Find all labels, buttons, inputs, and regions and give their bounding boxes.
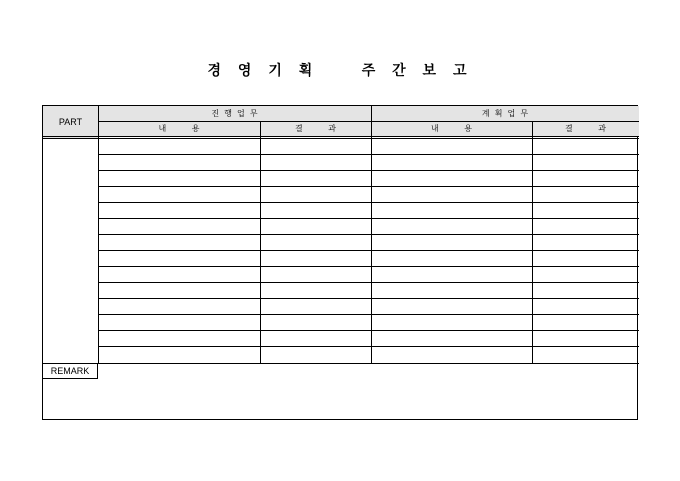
table-row-line [98,170,639,171]
header-divider-mid [98,121,639,122]
remark-divider [43,363,639,364]
progress-content-header: 내 용 [98,121,260,136]
table-row-line [98,346,639,347]
plan-content-header: 내 용 [371,121,532,136]
part-header-cell: PART [43,106,98,138]
page-title: 경 영 기 획 주 간 보 고 [207,63,473,79]
remark-area[interactable] [43,379,637,419]
plan-group-header: 계 획 업 무 [371,106,639,121]
table-row-line [98,282,639,283]
table-row-line [98,298,639,299]
plan-result-header: 결 과 [532,121,639,136]
remark-label: REMARK [43,363,98,379]
plan-split-line [532,121,533,363]
table-row-line [98,314,639,315]
progress-result-header: 결 과 [260,121,371,136]
progress-split-line [260,121,261,363]
table-row-line [98,234,639,235]
table-row-line [98,154,639,155]
table-row-line [98,218,639,219]
progress-group-header: 진 행 업 무 [98,106,371,121]
table-row-line [98,186,639,187]
header-divider-bottom [43,136,639,137]
table-row-line [98,250,639,251]
table-row-line [98,330,639,331]
table-row-line [98,202,639,203]
weekly-report-table [42,105,638,420]
header-divider-double [43,138,639,139]
table-row-line [98,266,639,267]
